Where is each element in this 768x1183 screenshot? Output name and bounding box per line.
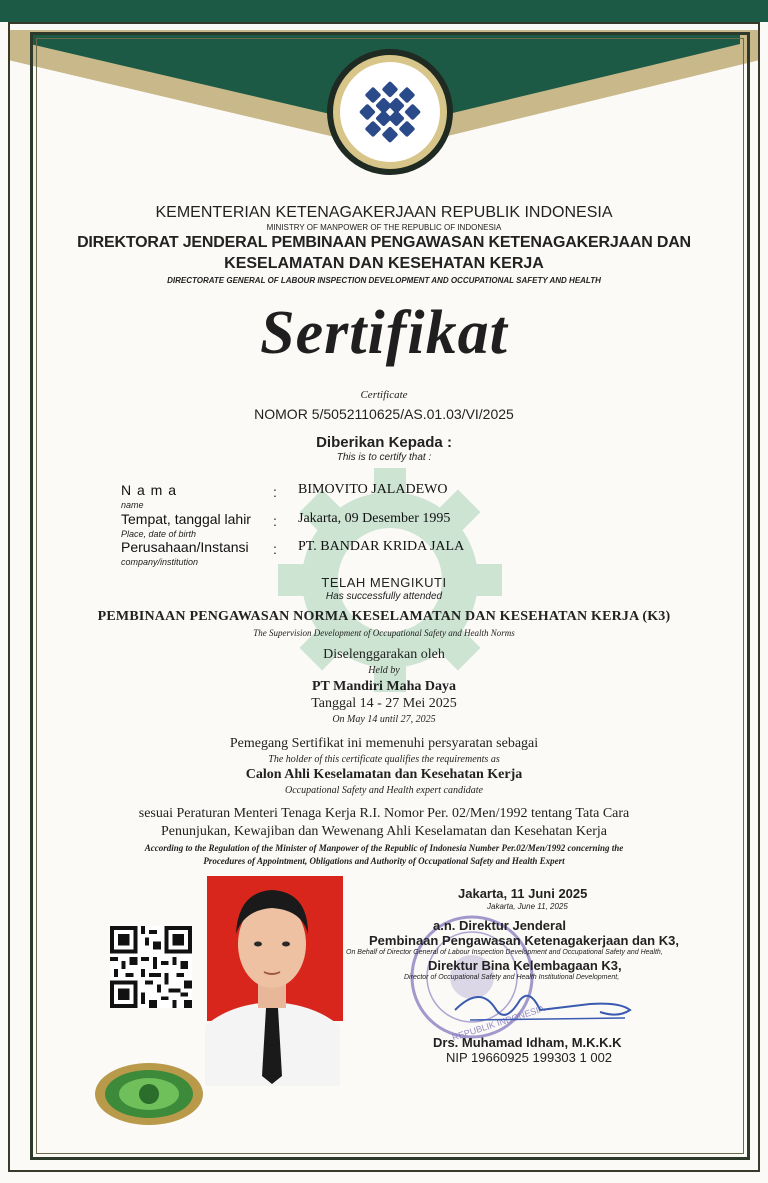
sign-place-date: Jakarta, 11 Juni 2025 bbox=[458, 886, 588, 901]
signer-nip: NIP 19660925 199303 1 002 bbox=[446, 1050, 613, 1065]
sign-director: Direktur Bina Kelembagaan K3, bbox=[428, 958, 622, 973]
sign-director-en: Director of Occupational Safety and Health Institutional Development, bbox=[404, 974, 620, 981]
stamp-text: REPUBLIK INDONESIA bbox=[450, 1003, 546, 1043]
colon: : bbox=[273, 513, 277, 529]
certificate-subtitle: Certificate bbox=[360, 389, 408, 401]
regulation-line2: Penunjukan, Kewajiban dan Wewenang Ahli Keselamatan dan Kesehatan Kerja bbox=[160, 824, 608, 839]
organizer: PT Mandiri Maha Daya bbox=[311, 679, 457, 694]
name-label-en: name bbox=[121, 500, 144, 510]
birth-label: Tempat, tanggal lahir bbox=[121, 511, 251, 527]
ministry-name: KEMENTERIAN KETENAGAKERJAAN REPUBLIK INDONESIA bbox=[155, 204, 613, 221]
directorate-line2: KESELAMATAN DAN KESEHATAN KERJA bbox=[224, 255, 544, 272]
held-label: Diselenggarakan oleh bbox=[323, 647, 445, 662]
company-value: PT. BANDAR KRIDA JALA bbox=[298, 539, 465, 554]
qualification-role-en: Occupational Safety and Health expert candidate bbox=[284, 785, 483, 796]
given-to-label-en: This is to certify that : bbox=[336, 452, 432, 463]
company-label: Perusahaan/Instansi bbox=[121, 539, 249, 555]
sign-on-behalf: a.n. Direktur Jenderal bbox=[433, 918, 566, 933]
qualification-line: Pemegang Sertifikat ini memenuhi persyaratan sebagai bbox=[229, 736, 539, 751]
attended-label-en: Has successfully attended bbox=[325, 591, 443, 602]
regulation-en2: Procedures of Appointment, Obligations and Authority of Occupational Safety and Health Expert bbox=[203, 856, 565, 866]
directorate-line1: DIREKTORAT JENDERAL PEMBINAAN PENGAWASAN KETENAGAKERJAAN DAN bbox=[77, 234, 691, 251]
sign-on-behalf-en: On Behalf of Director General of Labour Inspection Development and Occupational Safety and Health, bbox=[346, 949, 663, 956]
held-label-en: Held by bbox=[368, 665, 400, 676]
program-title-en: The Supervision Development of Occupational Safety and Health Norms bbox=[253, 628, 515, 638]
qr-code bbox=[110, 926, 192, 1008]
company-label-en: company/institution bbox=[121, 557, 199, 567]
birth-value: Jakarta, 09 Desember 1995 bbox=[298, 511, 451, 526]
sign-place-date-en: Jakarta, June 11, 2025 bbox=[487, 902, 568, 911]
certificate-title: Sertifikat bbox=[260, 299, 508, 367]
colon: : bbox=[273, 484, 277, 500]
attended-label: TELAH MENGIKUTI bbox=[321, 575, 447, 590]
signer-name: Drs. Muhamad Idham, M.K.K.K bbox=[433, 1035, 622, 1050]
directorate-en: DIRECTORATE GENERAL OF LABOUR INSPECTION DEVELOPMENT AND OCCUPATIONAL SAFETY AND HEALTH bbox=[167, 276, 601, 285]
holder-photo bbox=[200, 876, 345, 1086]
program-title: PEMBINAAN PENGAWASAN NORMA KESELAMATAN DAN KESEHATAN KERJA (K3) bbox=[97, 609, 671, 624]
ministry-name-en: MINISTRY OF MANPOWER OF THE REPUBLIC OF INDONESIA bbox=[266, 223, 502, 232]
ministry-logo bbox=[325, 47, 455, 177]
training-dates: Tanggal 14 - 27 Mei 2025 bbox=[311, 696, 457, 711]
training-dates-en: On May 14 until 27, 2025 bbox=[332, 714, 436, 725]
handwritten-signature bbox=[450, 980, 640, 1030]
given-to-label: Diberikan Kepada : bbox=[316, 434, 452, 451]
qualification-role: Calon Ahli Keselamatan dan Kesehatan Kerja bbox=[245, 767, 523, 782]
regulation-line1: sesuai Peraturan Menteri Tenaga Kerja R.I. Nomor Per. 02/Men/1992 tentang Tata Cara bbox=[138, 806, 630, 821]
name-value: BIMOVITO JALADEWO bbox=[298, 482, 448, 497]
qualification-line-en: The holder of this certificate qualifies the requirements as bbox=[268, 754, 500, 765]
name-label: N a m a bbox=[121, 482, 178, 498]
colon: : bbox=[273, 541, 277, 557]
birth-label-en: Place, date of birth bbox=[121, 529, 197, 539]
hologram-seal bbox=[94, 1062, 204, 1126]
certificate-number: NOMOR 5/5052110625/AS.01.03/VI/2025 bbox=[254, 406, 514, 422]
regulation-en1: According to the Regulation of the Minister of Manpower of the Republic of Indonesia Number Per.02/Men/1992 concerning the bbox=[144, 843, 624, 853]
sign-directorate: Pembinaan Pengawasan Ketenagakerjaan dan K3, bbox=[369, 933, 679, 948]
